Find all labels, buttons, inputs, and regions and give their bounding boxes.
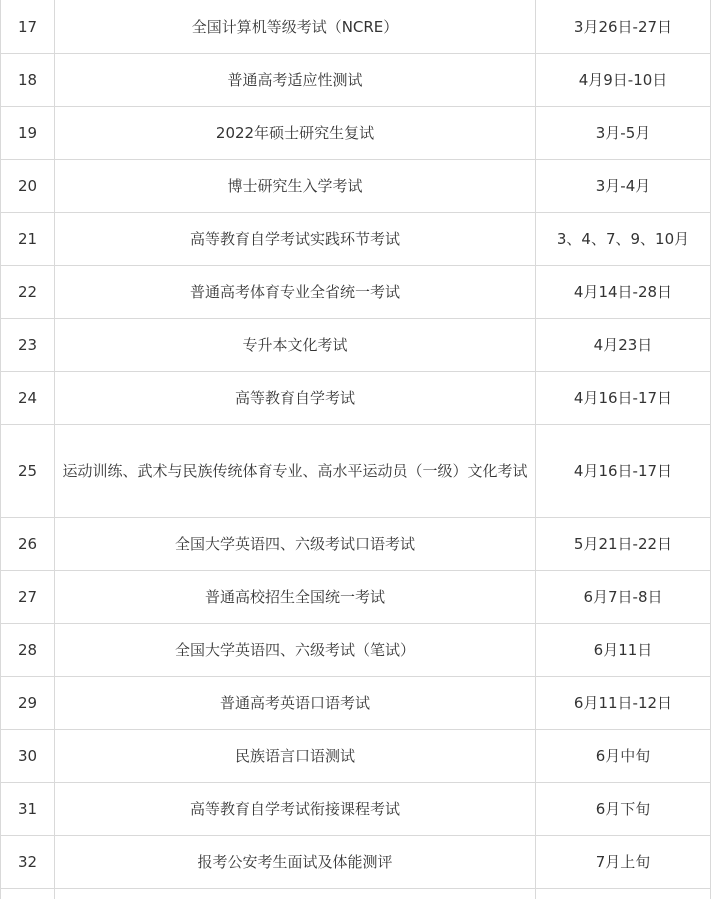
table-row-partial xyxy=(1,889,711,899)
exam-time: 3月-4月 xyxy=(536,160,711,213)
table-row xyxy=(1,836,711,889)
exam-time: 4月14日-28日 xyxy=(536,266,711,319)
row-number-partial xyxy=(1,889,55,899)
table-row xyxy=(1,160,711,213)
table-row xyxy=(1,624,711,677)
row-number: 28 xyxy=(1,624,55,677)
row-number: 20 xyxy=(1,160,55,213)
table-row xyxy=(1,783,711,836)
row-number: 29 xyxy=(1,677,55,730)
exam-name: 全国大学英语四、六级考试口语考试 xyxy=(55,518,536,571)
exam-time: 6月中旬 xyxy=(536,730,711,783)
row-number: 27 xyxy=(1,571,55,624)
row-number: 18 xyxy=(1,54,55,107)
table-row xyxy=(1,730,711,783)
row-number: 19 xyxy=(1,107,55,160)
exam-time: 5月21日-22日 xyxy=(536,518,711,571)
exam-time: 6月11日 xyxy=(536,624,711,677)
table-row xyxy=(1,1,711,54)
exam-name: 高等教育自学考试衔接课程考试 xyxy=(55,783,536,836)
table-row xyxy=(1,54,711,107)
exam-name: 全国大学英语四、六级考试（笔试） xyxy=(55,624,536,677)
exam-name: 报考公安考生面试及体能测评 xyxy=(55,836,536,889)
row-number: 26 xyxy=(1,518,55,571)
exam-time: 4月16日-17日 xyxy=(536,425,711,518)
table-row xyxy=(1,571,711,624)
exam-schedule-body xyxy=(1,1,711,899)
exam-time: 3月-5月 xyxy=(536,107,711,160)
exam-time: 6月下旬 xyxy=(536,783,711,836)
exam-time-partial xyxy=(536,889,711,899)
table-row xyxy=(1,677,711,730)
exam-name: 运动训练、武术与民族传统体育专业、高水平运动员（一级）文化考试 xyxy=(55,425,536,518)
row-number: 17 xyxy=(1,1,55,54)
table-row xyxy=(1,425,711,518)
row-number: 22 xyxy=(1,266,55,319)
exam-name: 普通高考适应性测试 xyxy=(55,54,536,107)
table-row xyxy=(1,518,711,571)
row-number: 30 xyxy=(1,730,55,783)
exam-time: 4月23日 xyxy=(536,319,711,372)
exam-time: 6月11日-12日 xyxy=(536,677,711,730)
exam-name: 普通高考英语口语考试 xyxy=(55,677,536,730)
exam-time: 3月26日-27日 xyxy=(536,1,711,54)
exam-time: 7月上旬 xyxy=(536,836,711,889)
exam-time: 4月9日-10日 xyxy=(536,54,711,107)
table-row xyxy=(1,213,711,266)
exam-name: 高等教育自学考试实践环节考试 xyxy=(55,213,536,266)
exam-name: 普通高考体育专业全省统一考试 xyxy=(55,266,536,319)
exam-name: 普通高校招生全国统一考试 xyxy=(55,571,536,624)
exam-name: 民族语言口语测试 xyxy=(55,730,536,783)
table-row xyxy=(1,266,711,319)
exam-name: 专升本文化考试 xyxy=(55,319,536,372)
exam-time: 4月16日-17日 xyxy=(536,372,711,425)
exam-time: 6月7日-8日 xyxy=(536,571,711,624)
row-number: 23 xyxy=(1,319,55,372)
exam-name: 高等教育自学考试 xyxy=(55,372,536,425)
exam-name-partial xyxy=(55,889,536,899)
exam-name: 全国计算机等级考试（NCRE） xyxy=(55,1,536,54)
row-number: 31 xyxy=(1,783,55,836)
exam-name: 2022年硕士研究生复试 xyxy=(55,107,536,160)
table-row xyxy=(1,319,711,372)
exam-time: 3、4、7、9、10月 xyxy=(536,213,711,266)
row-number: 25 xyxy=(1,425,55,518)
table-row xyxy=(1,372,711,425)
exam-name: 博士研究生入学考试 xyxy=(55,160,536,213)
table-row xyxy=(1,107,711,160)
row-number: 32 xyxy=(1,836,55,889)
row-number: 21 xyxy=(1,213,55,266)
row-number: 24 xyxy=(1,372,55,425)
